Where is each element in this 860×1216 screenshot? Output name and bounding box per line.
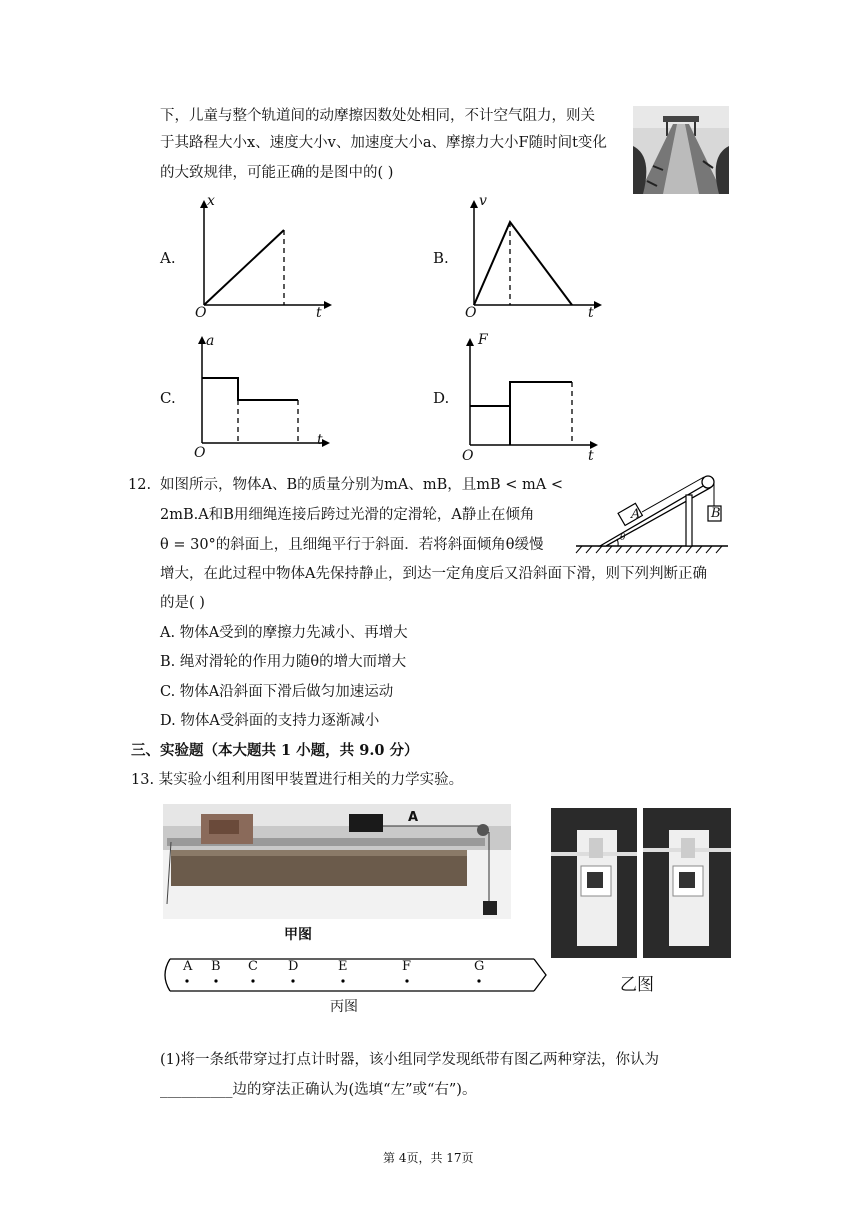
- q12-text-line3: θ = 30°的斜面上，且细绳平行于斜面．若将斜面倾角θ缓慢: [160, 537, 544, 553]
- q11-text-line3: 的大致规律，可能正确的是图中的( ): [160, 165, 394, 181]
- q12-text-line1: 如图所示，物体A、B的质量分别为mA、mB，且mB < mA <: [160, 477, 564, 493]
- fig-yi-photos: [551, 808, 731, 958]
- q11-text-line1: 下，儿童与整个轨道间的动摩擦因数处处相同，不计空气阻力，则关: [160, 108, 595, 124]
- graph-d: [460, 330, 610, 455]
- tape-point-g: G: [474, 959, 485, 974]
- q12-text-line2: 2mB.A和B用细绳连接后跨过光滑的定滑轮，A静止在倾角: [160, 507, 535, 523]
- incline-block-b-label: B: [711, 506, 721, 521]
- q13-sub1-line1: (1)将一条纸带穿过打点计时器，该小组同学发现纸带有图乙两种穿法，你认为: [160, 1052, 660, 1068]
- tape-point-a: A: [183, 959, 193, 974]
- fig-yi-caption: 乙图: [620, 975, 654, 995]
- tape-point-b: B: [211, 959, 221, 974]
- incline-theta-label: θ: [620, 533, 626, 543]
- graph-b-x-label: t: [588, 305, 594, 321]
- incline-block-a-label: A: [631, 507, 641, 522]
- option-a-label: A.: [160, 249, 176, 267]
- fig-bing-caption: 丙图: [330, 999, 358, 1015]
- q12-text-line5: 的是( ): [160, 595, 205, 611]
- graph-b-origin: O: [465, 305, 477, 321]
- fig-jia-apparatus-photo: [163, 804, 511, 919]
- slide-photo: [633, 106, 729, 194]
- q11-text-line2: 于其路程大小x、速度大小v、加速度大小a、摩擦力大小F随时间t变化: [160, 135, 607, 151]
- option-c-label: C.: [160, 389, 176, 407]
- tape-point-d: D: [288, 959, 299, 974]
- incline-pulley-figure: [572, 470, 732, 555]
- graph-a-origin: O: [195, 305, 207, 321]
- q13-sub1-line2: __________边的穿法正确认为(选填“左”或“右”)。: [160, 1082, 477, 1098]
- option-d-label: D.: [433, 389, 450, 407]
- page-footer: 第 4页，共 17页: [383, 1151, 474, 1165]
- fig-jia-caption: 甲图: [284, 927, 312, 943]
- graph-d-origin: O: [462, 448, 474, 464]
- tape-point-c: C: [248, 959, 258, 974]
- q12-choice-d: D. 物体A受斜面的支持力逐渐减小: [160, 713, 380, 729]
- q12-choice-b: B. 绳对滑轮的作用力随θ的增大而增大: [160, 654, 407, 670]
- graph-c-x-label: t: [317, 432, 323, 448]
- fig-jia-label-a: A: [408, 810, 419, 825]
- graph-a-y-label: x: [207, 193, 215, 209]
- graph-c-y-label: a: [206, 333, 215, 349]
- option-b-label: B.: [433, 249, 449, 267]
- section-heading: 三、实验题（本大题共 1 小题，共 9.0 分）: [131, 742, 419, 759]
- q12-choice-a: A. 物体A受到的摩擦力先减小、再增大: [160, 625, 408, 641]
- q12-choice-c: C. 物体A沿斜面下滑后做匀加速运动: [160, 684, 394, 700]
- q12-text-line4: 增大，在此过程中物体A先保持静止，到达一定角度后又沿斜面下滑，则下列判断正确: [160, 566, 707, 582]
- q12-number: 12.: [128, 477, 152, 493]
- tape-point-f: F: [402, 959, 412, 974]
- tape-point-e: E: [338, 959, 348, 974]
- graph-b-y-label: v: [479, 193, 487, 209]
- q13-text-line1: 13. 某实验小组利用图甲装置进行相关的力学实验。: [131, 772, 464, 788]
- graph-d-y-label: F: [478, 332, 488, 348]
- graph-a-x-label: t: [316, 305, 322, 321]
- graph-d-x-label: t: [588, 448, 594, 464]
- graph-c-origin: O: [194, 445, 206, 461]
